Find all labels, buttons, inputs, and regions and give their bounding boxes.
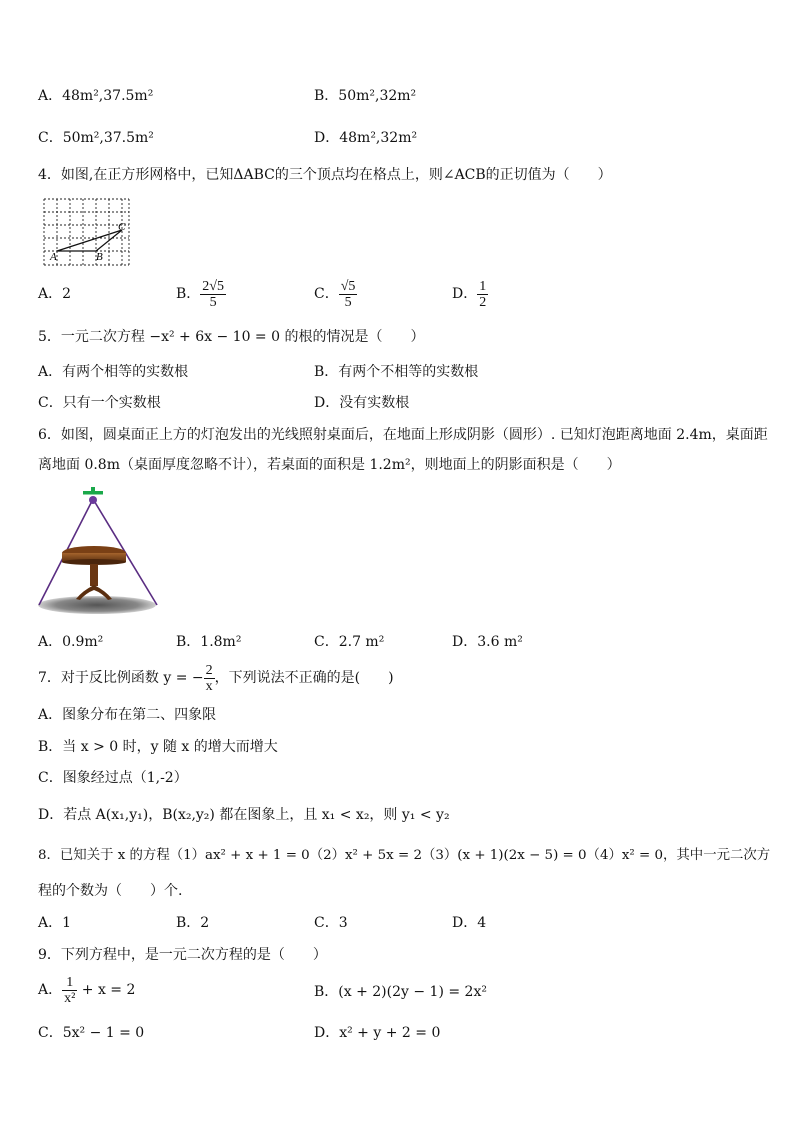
q3-option-a: A．48m²,37.5m² (38, 88, 154, 104)
q4-option-c-numerator: √5 (340, 278, 356, 294)
q9-option-a-fraction (62, 975, 77, 1006)
q4-option-d-fraction (477, 279, 488, 310)
q5-question-text: 5．一元二次方程 −x² + 6x − 10 = 0 的根的情况是（ ） (38, 329, 425, 345)
q4-option-b-label: B． (176, 286, 201, 302)
q8-option-c: C．3 (314, 915, 348, 931)
q6-lamp-table-figure (36, 487, 162, 615)
q4-option-d-denominator: 2 (479, 294, 487, 310)
q5-option-a: A．有两个相等的实数根 (38, 364, 189, 380)
q4-option-d-numerator: 1 (479, 278, 487, 294)
triangle-abc (57, 230, 122, 251)
q9-option-b: B．(x + 2)(2y − 1) = 2x² (314, 984, 487, 1000)
q4-question-text: 4．如图,在正方形网格中，已知ΔABC的三个顶点均在格点上，则∠ACB的正切值为（ ） (38, 167, 612, 183)
q7-fraction-denominator: x (205, 678, 213, 694)
q4-option-b (176, 276, 226, 312)
q9-option-a-numerator: 1 (62, 975, 77, 991)
q6-option-a: A．0.9m² (38, 634, 104, 650)
q6-option-b: B．1.8m² (176, 634, 242, 650)
q4-option-b-denominator: 5 (209, 294, 217, 310)
q7-fraction-numerator: 2 (205, 662, 213, 678)
light-bulb (89, 496, 97, 504)
q9-option-c: C．5x² − 1 = 0 (38, 1025, 145, 1041)
q4-option-c-fraction (339, 279, 358, 310)
q4-option-c-denominator: 5 (344, 294, 352, 310)
q3-option-d: D．48m²,32m² (314, 130, 418, 146)
q4-option-d (452, 276, 488, 312)
q4-option-b-fraction (200, 279, 226, 310)
q6-option-c: C．2.7 m² (314, 634, 385, 650)
q8-option-d: D．4 (452, 915, 487, 931)
q5-option-d: D．没有实数根 (314, 395, 410, 411)
q9-option-a (38, 972, 135, 1008)
q7-option-b: B．当 x > 0 时，y 随 x 的增大而增大 (38, 739, 278, 755)
label-a: A (50, 251, 57, 263)
q8-option-b: B．2 (176, 915, 210, 931)
q9-option-a-label: A． (38, 982, 63, 998)
q6-question-line2: 离地面 0.8m（桌面厚度忽略不计），若桌面的面积是 1.2m²，则地面上的阴影面积是（ ） (38, 457, 621, 473)
q7-option-d: D．若点 A(x₁,y₁)，B(x₂,y₂) 都在图象上，且 x₁ < x₂，则 y₁ < y₂ (38, 807, 450, 823)
q7-question-text (38, 660, 394, 696)
q8-question-line2: 程的个数为（ ）个. (38, 883, 183, 899)
q6-question-line1: 6．如图，圆桌面正上方的灯泡发出的光线照射桌面后，在地面上形成阴影（圆形）. 已知灯泡距离地面 2.4m，桌面距 (38, 427, 768, 443)
q5-option-b: B．有两个不相等的实数根 (314, 364, 479, 380)
q9-question-text: 9．下列方程中，是一元二次方程的是（ ） (38, 947, 327, 963)
q4-option-b-numerator: 2√5 (202, 278, 224, 294)
floor-shadow (38, 596, 156, 614)
q9-option-a-suffix: + x = 2 (77, 982, 136, 998)
q7-text-suffix: ，下列说法不正确的是( ) (214, 670, 394, 686)
q7-option-a: A．图象分布在第二、四象限 (38, 707, 217, 723)
q7-option-c: C．图象经过点（1,-2） (38, 770, 188, 786)
label-b: B (96, 251, 103, 263)
q4-option-a: A．2 (38, 286, 72, 302)
q8-question-line1: 8．已知关于 x 的方程（1）ax² + x + 1 = 0（2）x² + 5x = 2（3）(x + 1)(2x − 5) = 0（4）x² = 0，其中一元二次方 (38, 848, 771, 863)
label-c: C (118, 221, 126, 233)
table-pedestal (90, 564, 98, 586)
q4-option-d-label: D． (452, 286, 478, 302)
q4-option-c (314, 276, 357, 312)
q4-grid-figure (40, 196, 134, 268)
q8-option-a: A．1 (38, 915, 72, 931)
q9-option-a-denominator: x² (64, 990, 76, 1006)
q9-option-d: D．x² + y + 2 = 0 (314, 1025, 441, 1041)
q6-option-d: D．3.6 m² (452, 634, 523, 650)
lamp-cord (91, 487, 95, 493)
q5-option-c: C．只有一个实数根 (38, 395, 161, 411)
q7-text-prefix: 7．对于反比例函数 y = − (38, 670, 204, 686)
q3-option-b: B．50m²,32m² (314, 88, 417, 104)
q4-option-c-label: C． (314, 286, 339, 302)
q7-fraction (204, 663, 215, 694)
q3-option-c: C．50m²,37.5m² (38, 130, 154, 146)
